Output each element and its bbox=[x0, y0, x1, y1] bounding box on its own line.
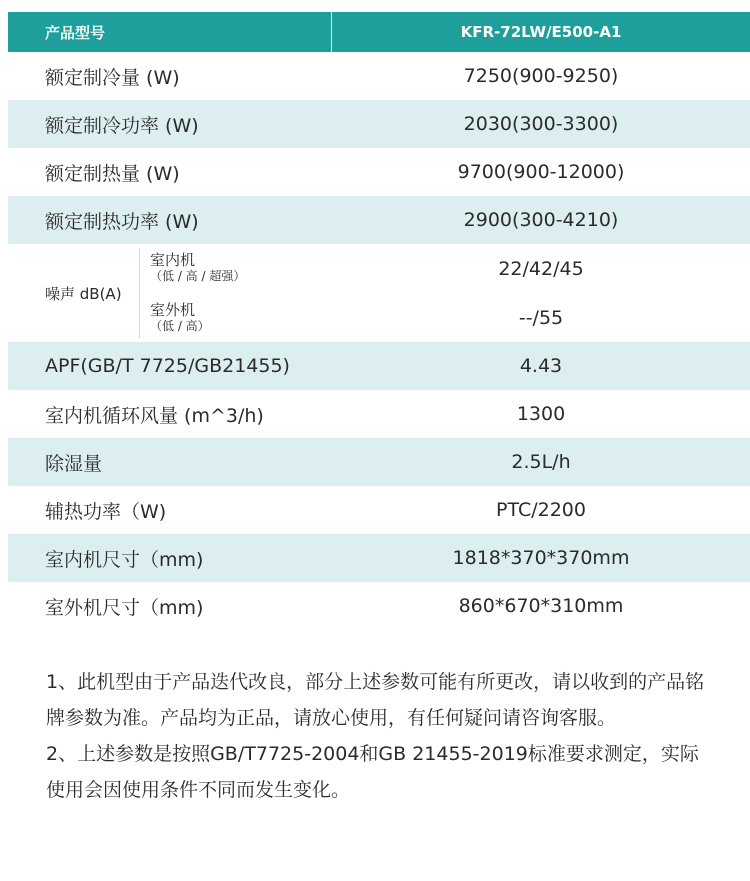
spec-table bbox=[8, 12, 750, 630]
notes-section bbox=[46, 664, 716, 808]
row-value: 1300 bbox=[516, 403, 566, 425]
noise-outdoor-note: （低 / 高） bbox=[150, 319, 210, 333]
row-value: PTC/2200 bbox=[496, 499, 586, 521]
row-value: 2900(300-4210) bbox=[463, 209, 619, 231]
noise-sub-labels bbox=[140, 244, 332, 342]
row-label: 除湿量 bbox=[45, 452, 103, 475]
table-row bbox=[8, 52, 750, 100]
row-value: 860*670*310mm bbox=[458, 595, 624, 617]
row-value: 9700(900-12000) bbox=[457, 161, 625, 183]
noise-label: 噪声 dB(A) bbox=[8, 248, 140, 338]
noise-indoor-title: 室内机 bbox=[150, 251, 196, 269]
row-label: 额定制冷功率 (W) bbox=[45, 114, 199, 137]
note-2: 2、上述参数是按照GB/T7725-2004和GB 21455-2019标准要求测定，实际使用会因使用条件不同而发生变化。 bbox=[46, 743, 699, 801]
noise-values bbox=[332, 244, 750, 342]
row-value: 1818*370*370mm bbox=[452, 547, 630, 569]
note-1: 1、此机型由于产品迭代改良，部分上述参数可能有所更改，请以收到的产品铭牌参数为准。产品均为正品，请放心使用，有任何疑问请咨询客服。 bbox=[46, 671, 705, 729]
table-row bbox=[8, 486, 750, 534]
row-label: 额定制热量 (W) bbox=[45, 162, 180, 185]
row-label: APF(GB/T 7725/GB21455) bbox=[45, 355, 290, 377]
table-row bbox=[8, 582, 750, 630]
row-label: 室内机循环风量 (m^3/h) bbox=[45, 404, 264, 427]
row-value: 2030(300-3300) bbox=[463, 113, 619, 135]
row-label: 辅热功率（W) bbox=[45, 500, 167, 523]
row-value: 2.5L/h bbox=[511, 451, 571, 473]
header-model-value: KFR-72LW/E500-A1 bbox=[460, 23, 622, 41]
table-row bbox=[8, 342, 750, 390]
table-row bbox=[8, 148, 750, 196]
noise-outdoor-label bbox=[150, 302, 332, 334]
table-row bbox=[8, 534, 750, 582]
noise-row bbox=[8, 244, 750, 342]
row-label: 额定制热功率 (W) bbox=[45, 210, 199, 233]
noise-outdoor-title: 室外机 bbox=[150, 301, 196, 319]
noise-indoor-note: （低 / 高 / 超强） bbox=[150, 269, 246, 283]
table-row bbox=[8, 196, 750, 244]
table-row bbox=[8, 100, 750, 148]
table-row bbox=[8, 390, 750, 438]
noise-indoor-label bbox=[150, 252, 332, 284]
row-label: 室外机尺寸（mm) bbox=[45, 596, 204, 619]
row-value: 4.43 bbox=[519, 355, 563, 377]
noise-indoor-value: 22/42/45 bbox=[498, 257, 584, 280]
table-header-row bbox=[8, 12, 750, 52]
header-label: 产品型号 bbox=[8, 12, 332, 52]
row-label: 额定制冷量 (W) bbox=[45, 66, 180, 89]
row-value: 7250(900-9250) bbox=[463, 65, 619, 87]
noise-outdoor-value: --/55 bbox=[518, 306, 564, 329]
table-row bbox=[8, 438, 750, 486]
row-label: 室内机尺寸（mm) bbox=[45, 548, 204, 571]
